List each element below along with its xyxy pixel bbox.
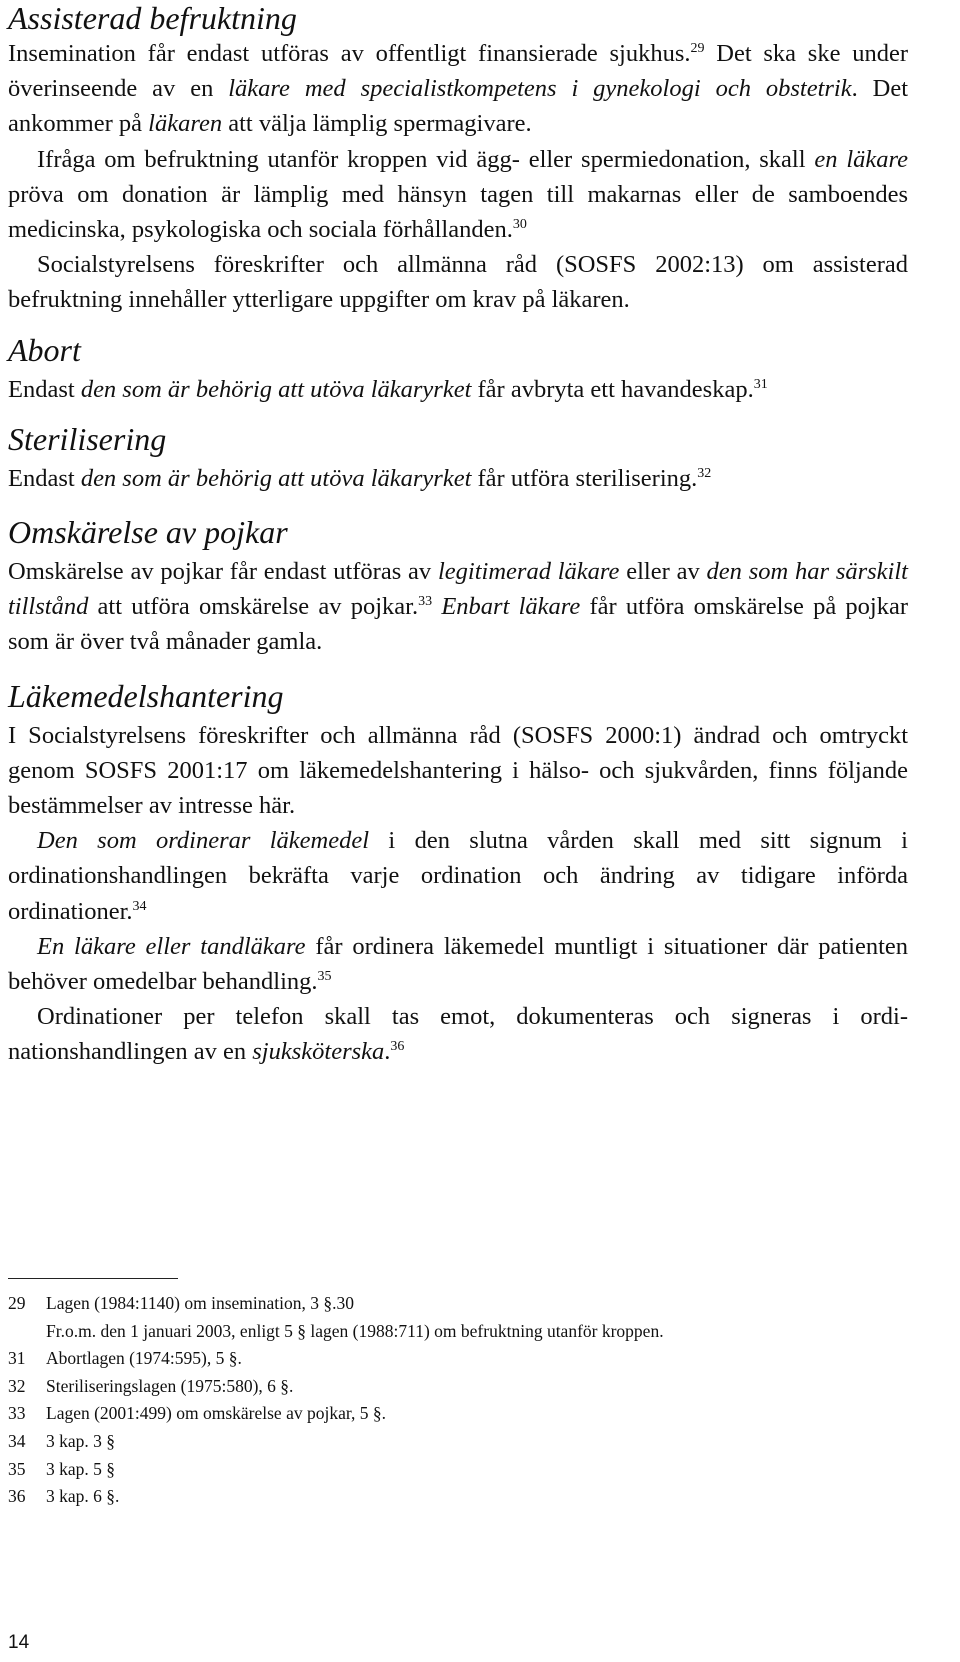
footnote-item: [8, 1318, 908, 1346]
emphasis: den som är behörig att utöva läkaryrket: [80, 375, 472, 403]
footnote-item: [8, 1428, 908, 1456]
footnote-number: 34: [8, 1430, 26, 1451]
paragraph-lakemedel-intro: I Socialstyrelsens föreskrifter och allmänna råd (SOSFS 2000:1) ändrad och omtryckt genom SOSFS 2001:17 om läkemedelshantering i hälso- och sjukvården, finns följande bestämmelser av intresse här.: [8, 721, 908, 820]
text: pröva om donation är lämplig med hänsyn tagen till makarnas eller de samboendes medicinska, psykologiska och sociala förhållanden.: [8, 180, 908, 244]
text: . Det ankommer på: [8, 75, 909, 138]
footnote-item: [8, 1400, 908, 1428]
footnote-ref[interactable]: 33: [418, 594, 433, 610]
text: får avbryta ett havandeskap.: [471, 375, 754, 403]
footnote-item: [8, 1290, 908, 1318]
footnote-divider: [8, 1278, 178, 1279]
footnote-ref[interactable]: 29: [690, 41, 705, 56]
footnote-text: 3 kap. 6 §.: [46, 1486, 120, 1507]
section-heading-sterilisering: Sterilisering: [8, 420, 167, 457]
emphasis: läkaren: [148, 110, 223, 138]
emphasis: legitimerad läkare: [437, 558, 620, 586]
text: Ifråga om befruktning utanför kroppen vid ägg- eller spermiedonation, skall: [37, 145, 815, 173]
paragraph-muntligt: [8, 929, 908, 999]
footnote-item: [8, 1373, 908, 1401]
footnote-ref[interactable]: 35: [317, 969, 332, 985]
paragraph-donation: [8, 142, 908, 248]
text: .: [384, 1038, 391, 1066]
text: Endast: [8, 375, 81, 403]
emphasis: sjuksköterska: [252, 1038, 385, 1066]
footnote-number: 33: [8, 1403, 26, 1424]
footnote-text: 3 kap. 5 §: [46, 1458, 116, 1479]
text: [432, 593, 441, 620]
section-heading-abort: Abort: [8, 331, 81, 368]
footnote-number: 35: [8, 1458, 26, 1479]
paragraph-insemination: [8, 36, 908, 142]
text: Det ska ske under överinseende av en: [8, 40, 908, 103]
footnote-text: 3 kap. 3 §: [46, 1430, 116, 1451]
footnote-item: [8, 1483, 908, 1511]
emphasis: den som är behörig att utöva läkaryrket: [80, 464, 472, 492]
footnote-text: Lagen (2001:499) om omskärelse av pojkar, 5 §.: [46, 1403, 386, 1424]
paragraph-omskarelse: [8, 554, 908, 660]
footnote-number: 36: [8, 1486, 26, 1507]
paragraph-abort: [8, 372, 908, 407]
footnote-ref[interactable]: 32: [697, 465, 712, 481]
text: får utföra sterilisering.: [471, 464, 698, 492]
footnote-text: Fr.o.m. den 1 januari 2003, enligt 5 § lagen (1988:711) om befruktning utanför kroppen.: [46, 1320, 664, 1341]
footnote-ref[interactable]: 36: [390, 1039, 405, 1055]
page-number: 14: [8, 1632, 30, 1653]
text: Insemination får endast utföras av offentligt finansierade sjukhus.: [8, 40, 691, 67]
text: får ordinera läkemedel muntligt i situationer där patienten behöver omedelbar behandling.: [8, 932, 908, 996]
section-heading-assisterad-befruktning: Assisterad befruktning: [8, 0, 297, 36]
footnote-number: 31: [8, 1348, 26, 1369]
text: Ordinationer per telefon skall tas emot, dokumenteras och signeras i ordinationshandlingen av en: [8, 1003, 908, 1066]
emphasis: den som har särskilt tillstånd: [8, 558, 908, 621]
footnote-number: 29: [8, 1293, 26, 1313]
emphasis: Den som ordinerar läkemedel: [37, 827, 370, 855]
text: i den slutna vården skall med sitt signum i ordinationshandlingen bekräfta varje ordination och ändring av tidigare införda ordinationer.: [8, 827, 908, 925]
footnote-ref[interactable]: 31: [753, 376, 768, 392]
paragraph-telefon: [8, 999, 908, 1069]
paragraph-ordinera: [8, 823, 908, 929]
section-heading-lakemedelshantering: Läkemedelshantering: [8, 677, 284, 714]
footnote-ref[interactable]: 34: [132, 898, 147, 914]
footnote-number: [8, 1318, 46, 1346]
text: att välja lämplig spermagivare.: [222, 110, 532, 138]
footnote-item: [8, 1456, 908, 1484]
paragraph-sosfs: Socialstyrelsens föreskrifter och allmänna råd (SOSFS 2002:13) om assisterad befruktning innehåller ytterligare uppgifter om krav på läkaren.: [8, 251, 908, 314]
emphasis: En läkare eller tandläkare: [37, 932, 306, 960]
text: Omskärelse av pojkar får endast utföras av: [8, 558, 438, 586]
emphasis: Enbart läkare: [441, 593, 581, 621]
footnote-ref[interactable]: 30: [512, 217, 527, 233]
emphasis: en läkare: [814, 145, 908, 173]
footnote-text: Steriliseringslagen (1975:580), 6 §.: [46, 1375, 294, 1396]
section-heading-omskarelse: Omskärelse av pojkar: [8, 514, 288, 551]
emphasis: läkare med specialistkompetens i gynekologi och obstetrik: [228, 75, 852, 103]
text: Endast: [8, 464, 81, 492]
text: får utföra omskärelse på pojkar som är över två månader gamla.: [8, 593, 908, 656]
footnote-number: 32: [8, 1375, 26, 1396]
text: eller av: [619, 558, 707, 586]
paragraph-sterilisering: [8, 461, 908, 496]
footnote-text: Lagen (1984:1140) om insemination, 3 §.30: [46, 1293, 354, 1313]
footnote-text: Abortlagen (1974:595), 5 §.: [46, 1348, 242, 1369]
document-page: [8, 0, 908, 1070]
footnote-item: [8, 1345, 908, 1373]
footnotes: [8, 1290, 908, 1511]
text: att utföra omskärelse av pojkar.: [88, 593, 419, 621]
